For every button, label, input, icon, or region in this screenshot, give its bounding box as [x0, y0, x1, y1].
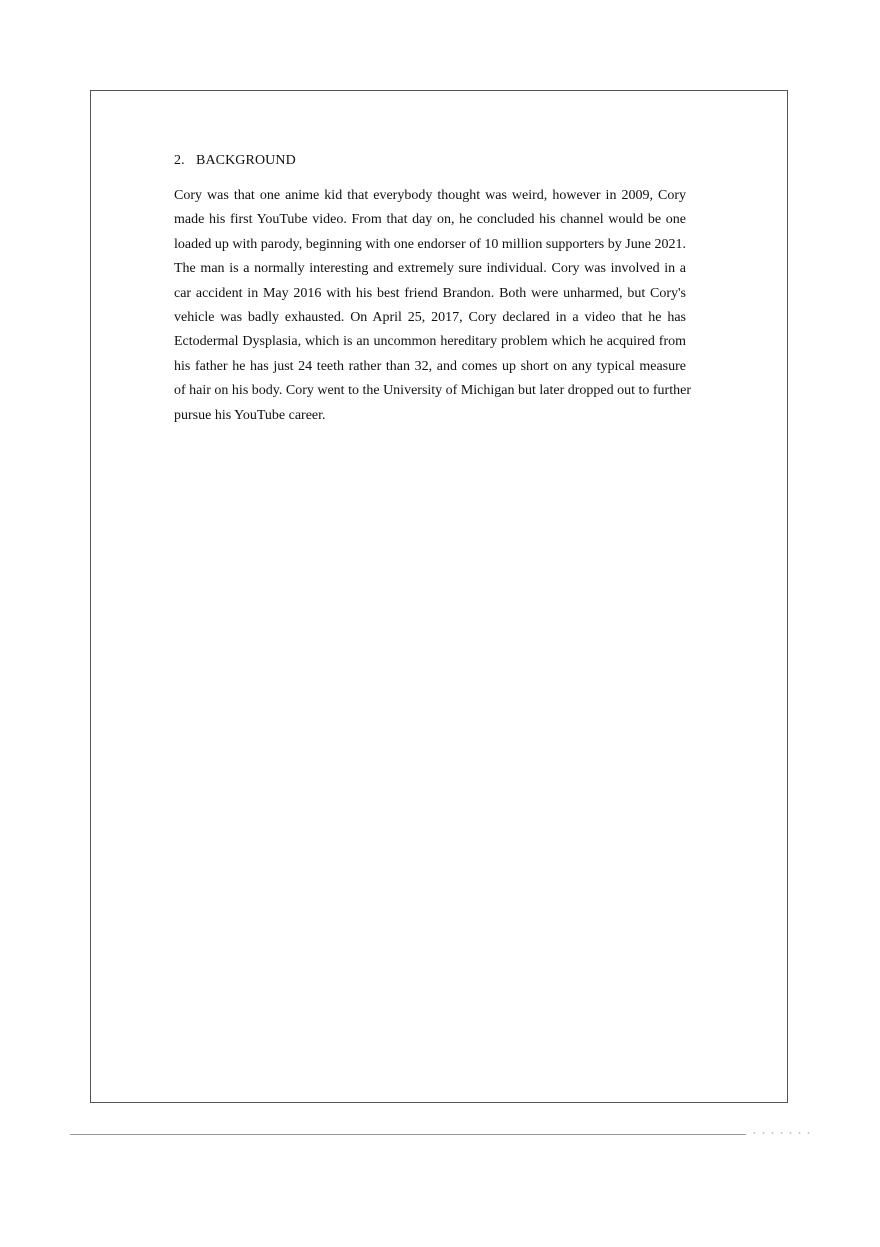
paragraph-line: car accident in May 2016 with his best friend Brandon. Both were unharmed, but Cory's	[174, 285, 686, 301]
paragraph-line: vehicle was badly exhausted. On April 25, 2017, Cory declared in a video that he has	[174, 310, 686, 326]
paragraph-line: of hair on his body. Cory went to the University of Michigan but later dropped out to further	[174, 383, 691, 399]
paragraph-line: his father he has just 24 teeth rather than 32, and comes up short on any typical measure	[174, 358, 686, 374]
footer-rule	[70, 1134, 746, 1135]
section-title: BACKGROUND	[196, 153, 296, 168]
paragraph-line: made his first YouTube video. From that day on, he concluded his channel would be one	[174, 212, 686, 228]
paragraph-line: The man is a normally interesting and extremely sure individual. Cory was involved in a	[174, 261, 686, 277]
section-number: 2.	[174, 153, 185, 168]
background-paragraph	[174, 184, 694, 428]
paragraph-line: Ectodermal Dysplasia, which is an uncommon hereditary problem which he acquired from	[174, 334, 686, 350]
paragraph-line: loaded up with parody, beginning with one endorser of 10 million supporters by June 2021.	[174, 236, 686, 252]
paragraph-line: pursue his YouTube career.	[174, 407, 326, 423]
footer-dots	[750, 1130, 810, 1136]
paragraph-line: Cory was that one anime kid that everybody thought was weird, however in 2009, Cory	[174, 188, 686, 203]
section-heading	[174, 152, 296, 170]
